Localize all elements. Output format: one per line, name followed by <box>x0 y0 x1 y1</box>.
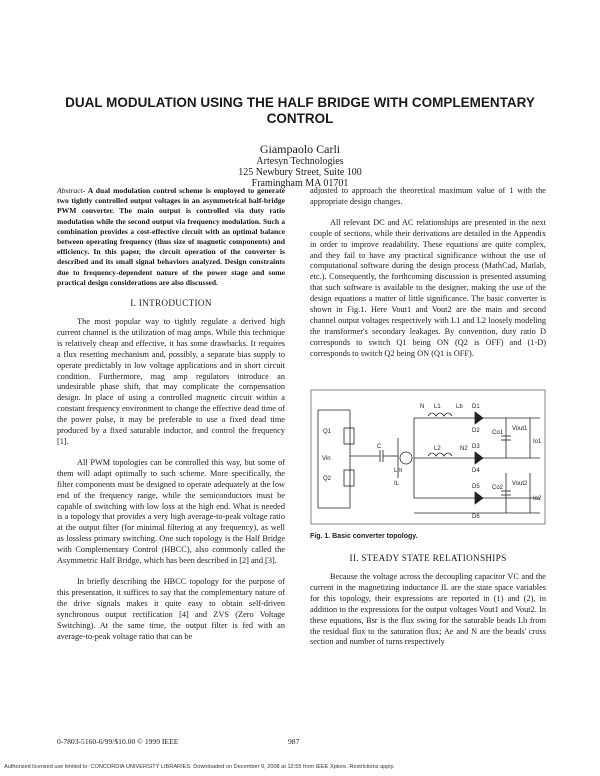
footer-isbn: 0-7803-5160-6/99/$10.00 © 1999 IEEE <box>57 737 179 746</box>
figure-caption: Fig. 1. Basic converter topology. <box>310 533 418 540</box>
intro-paragraph-2: All PWM topologies can be controlled this way, but some of them will adapt optimally to such scheme. More specifically, the filter components must be designed to operate adequately at the low end of the frequency range, while the semiconductors must be capable of switching with low loss at the high end. What is needed is a topology that provides a very high average-to-peak voltage ratio at the output filter (for minimal filtering at any frequency), as well as lossless primary switching. One such topology is the Half Bridge with Complementary Control (HBCC), also commonly called the Asymmetric Half Bridge, which has been described in [2] and [3]. <box>57 457 285 566</box>
figure-label-d4: D4 <box>472 468 480 474</box>
author-affiliation: Artesyn Technologies <box>256 156 344 167</box>
footer-page-number: 987 <box>288 737 300 746</box>
figure-label-il: IL <box>394 481 400 487</box>
figure-label-co2: Co2 <box>492 485 504 491</box>
figure-label-q1: Q1 <box>323 429 332 435</box>
figure-label-q2: Q2 <box>323 476 332 482</box>
paper-title: DUAL MODULATION USING THE HALF BRIDGE WITH COMPLEMENTARY CONTROL <box>65 95 535 126</box>
right-paragraph-2: All relevant DC and AC relationships are presented in the next couple of sections, while their derivations are detailed in the Appendix in order to improve readability. These equations are quite complex, and they fail to have any practical significance without the use of computational software during the design process (MathCad, Matlab, etc.). Consequently, the forthcoming discussion is presented assuming that such software is available to the designer, making the use of the design equations a matter of little significance. The basic converter is shown in Fig.1. Here Vout1 and Vout2 are the main and second channel output voltages respectively with L1 and L2 loosely modeling the transformer's secondary leakages. By convention, duty ratio D corresponds to switch Q1 being ON (Q2 is OFF) and (1-D) corresponds to switch Q2 being ON (Q1 is OFF). <box>310 217 546 358</box>
abstract <box>57 186 285 288</box>
figure-label-d3: D3 <box>472 444 480 450</box>
figure-label-io2: Io2 <box>533 496 542 502</box>
right-column-lower <box>310 552 546 648</box>
figure-label-c: C <box>377 444 382 450</box>
figure-label-lm: Lm <box>394 468 403 474</box>
figure-label-d5: D5 <box>472 484 480 490</box>
left-column <box>57 186 285 642</box>
abstract-text: - A dual modulation control scheme is employed to generate two tightly controlled output voltages in an asymmetrical half-bridge PWM converter. The main output is controlled via duty ratio modulation while the second output via frequency modulation. Such a combination provides a cost-effective circuit with an optimal balance between operating frequency (thus size of magnetic components) and efficiency. In this paper, the circuit operation of the converter is described and its small signal behaviors analyzed. Design constraints due to frequency-dependent nature of the power stage and some practical design considerations are also discussed. <box>57 186 285 287</box>
figure-label-l1: L1 <box>434 404 441 410</box>
figure-label-n2: N2 <box>460 446 468 452</box>
figure-label-vout2: Vout2 <box>512 481 528 487</box>
figure-label-vin: Vin <box>322 456 331 462</box>
figure-label-io1: Io1 <box>533 439 542 445</box>
figure-label-n: N <box>420 404 425 410</box>
figure-label-co1: Co1 <box>492 430 504 436</box>
author-address-line1: 125 Newbury Street, Suite 100 <box>238 167 362 178</box>
figure-label-d2: D2 <box>472 428 480 434</box>
intro-heading: I. INTRODUCTION <box>130 298 212 309</box>
intro-paragraph-1: The most popular way to tightly regulate a derived high current channel is the utilization of mag amps. While this technique is relatively cheap and effective, it has some drawbacks. It requires a flux resetting mechanism and, possibly, a separate bias supply to operate predictably in low voltage applications and in short circuit condition. Furthermore, mag amp regulators introduce an undesirable phase shift, that may complicate the compensation design. In place of using a controlled magnetic circuit within a constant frequency environment to change the effective dead time of the power pulse, it may be preferable to use a fixed dead time produced by a fixed saturable inductor, and control the frequency [1]. <box>57 317 285 446</box>
abstract-label: Abstract <box>57 186 83 195</box>
author-block <box>200 142 400 189</box>
right-column <box>310 186 546 360</box>
figure-label-d1: D1 <box>472 404 480 410</box>
steady-state-heading: II. STEADY STATE RELATIONSHIPS <box>349 553 507 563</box>
figure-label-d6: D6 <box>472 514 480 520</box>
figure-label-lb: Lb <box>456 404 463 410</box>
figure-label-vout1: Vout1 <box>512 426 528 432</box>
basic-converter-figure <box>310 388 546 543</box>
steady-state-paragraph-1: Because the voltage across the decoupling capacitor VC and the current in the magnetizing inductance IL are the state space variables for this topology, their expressions are reported in (1) and (2), in addition to the expressions for the output voltages Vout1 and Vout2. In these equations, Bsr is the flux swing for the saturable beads Lb from the residual flux to the saturation flux; Ae and N are the beads' cross section and number of turns respectively <box>310 572 546 647</box>
author-address-line2: Framingham MA 01701 <box>251 178 349 189</box>
intro-paragraph-3: In briefly describing the HBCC topology for the purpose of this presentation, it suffices to say that the complementary nature of the drive signals makes it quite easy to obtain self-driven synchronous output rectification [4] and ZVS (Zero Voltage Switching). At the same time, the output filter is fed with an average-to-peak voltage ratio that can be <box>57 576 285 641</box>
author-name: Giampaolo Carli <box>259 142 341 156</box>
right-paragraph-1: adjusted to approach the theoretical maximum value of 1 with the appropriate design changes. <box>310 186 546 206</box>
license-notice: Authorized licensed use limited to: CONCORDIA UNIVERSITY LIBRARIES. Downloaded on December 9, 2008 at 12:55 from IEEE Xplore. Restrictions apply. <box>4 764 395 770</box>
figure-label-l2: L2 <box>434 446 441 452</box>
